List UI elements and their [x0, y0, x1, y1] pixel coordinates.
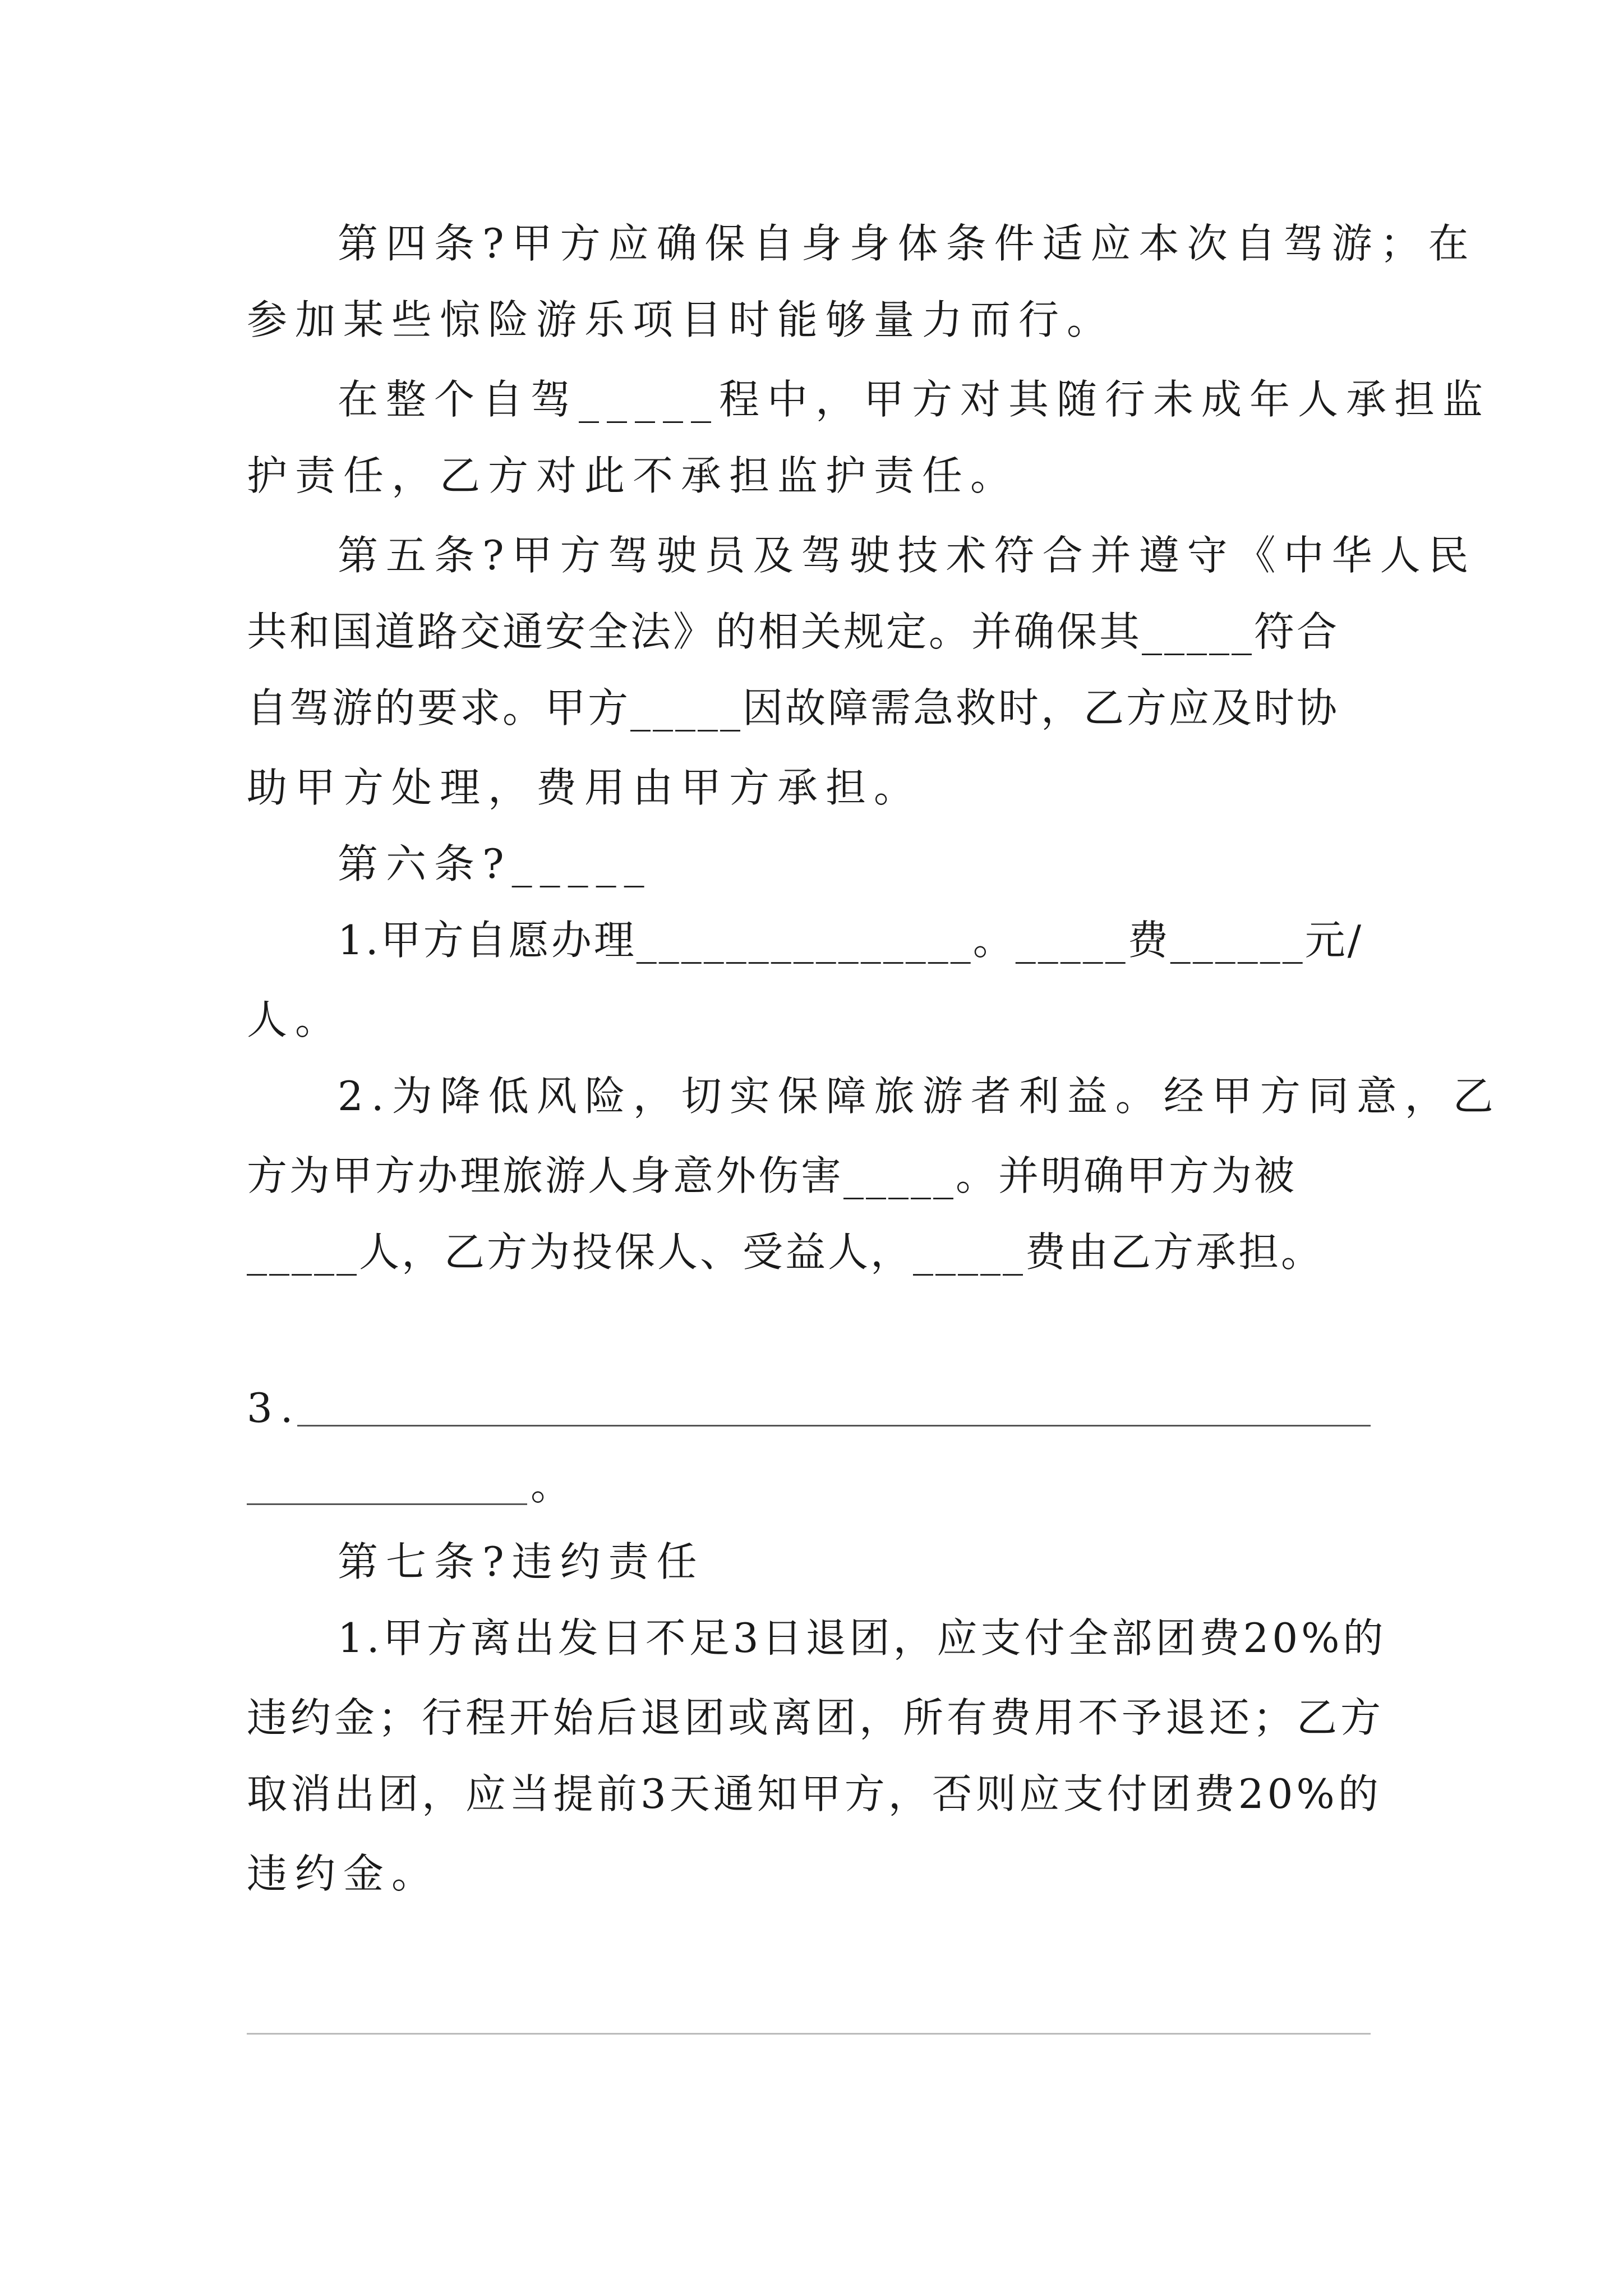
text-line: 护责任，乙方对此不承担监护责任。	[247, 452, 1019, 499]
text-line: 1.甲方离出发日不足3日退团，应支付全部团费20%的	[338, 1614, 1387, 1662]
text-line: 人。	[247, 996, 344, 1043]
text-line: 。	[531, 1462, 579, 1509]
text-line: 违约金；行程开始后退团或离团，所有费用不予退还；乙方	[247, 1694, 1385, 1741]
text-line: 共和国道路交通安全法》的相关规定。并确保其_____符合	[247, 608, 1340, 655]
text-line: 第七条?违约责任	[338, 1538, 705, 1585]
text-line: 2.为降低风险，切实保障旅游者利益。经甲方同意，乙	[338, 1073, 1501, 1120]
text-line: 取消出团，应当提前3天通知甲方，否则应支付团费20%的	[247, 1770, 1382, 1818]
text-line: 第五条?甲方驾驶员及驾驶技术符合并遵守《中华人民	[338, 532, 1477, 579]
text-line: 1.甲方自愿办理_______________。_____费______元/	[338, 917, 1363, 964]
text-line: 在整个自驾_____程中，甲方对其随行未成年人承担监	[338, 376, 1491, 423]
text-line: 参加某些惊险游乐项目时能够量力而行。	[247, 296, 1115, 343]
text-line: 3.	[247, 1384, 301, 1432]
text-line: 方为甲方办理旅游人身意外伤害_____。并明确甲方为被	[247, 1152, 1297, 1199]
text-line: 违约金。	[247, 1850, 440, 1897]
text-line: 自驾游的要求。甲方_____因故障需急救时，乙方应及时协	[247, 684, 1340, 731]
blank-line	[297, 1425, 1371, 1427]
footer-divider	[247, 2033, 1371, 2035]
text-line: 第四条?甲方应确保自身身体条件适应本次自驾游；在	[338, 220, 1477, 267]
text-line: 第六条?_____	[338, 840, 652, 887]
blank-line	[247, 1503, 527, 1505]
text-line: _____人，乙方为投保人、受益人，_____费由乙方承担。	[247, 1228, 1324, 1276]
text-line: 助甲方处理，费用由甲方承担。	[247, 764, 923, 811]
